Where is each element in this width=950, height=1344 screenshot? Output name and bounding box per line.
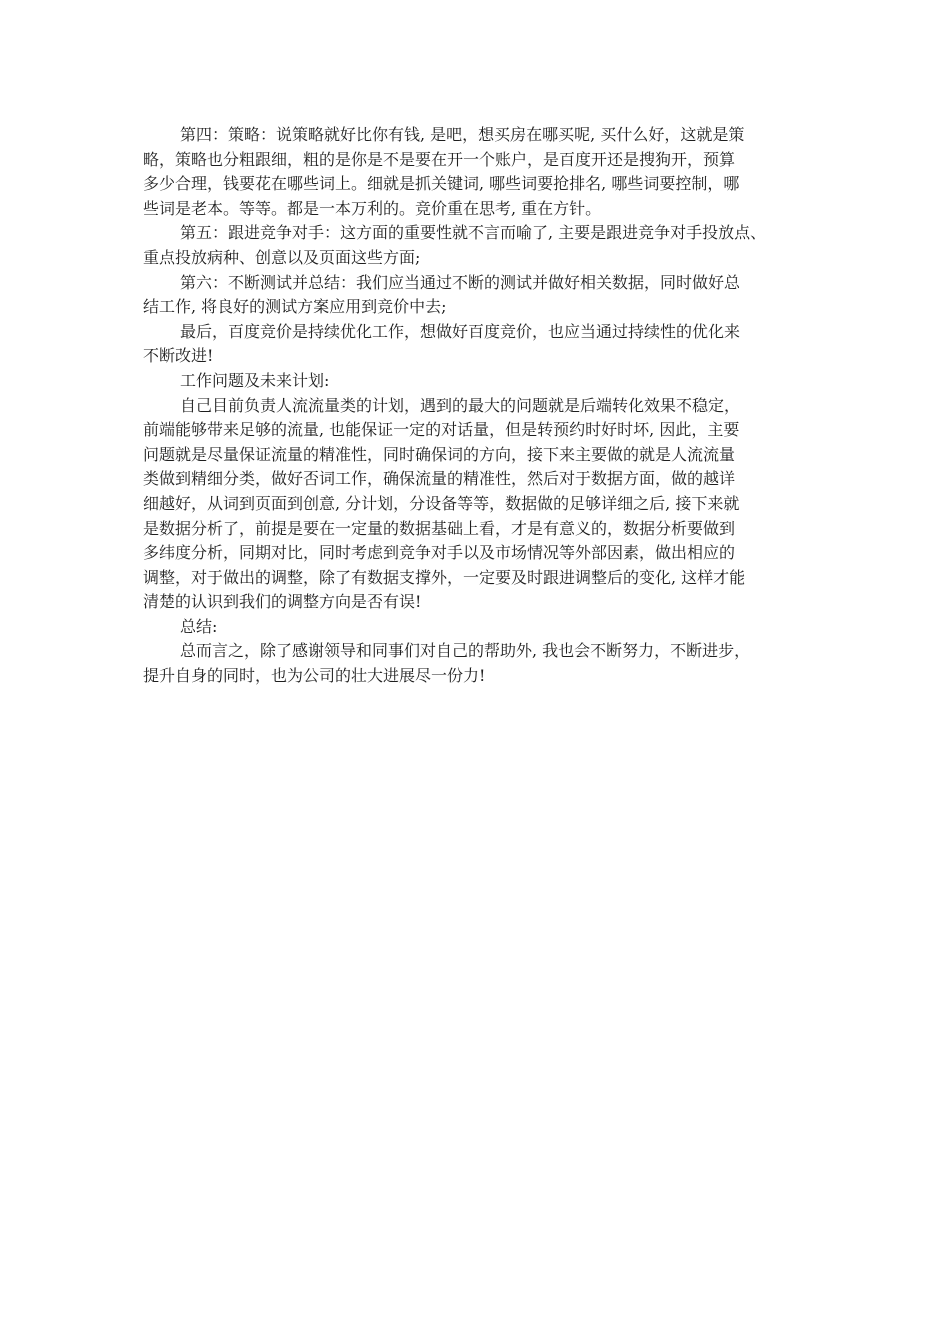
text-line: 是数据分析了，前提是要在一定量的数据基础上看，才是有意义的，数据分析要做到	[143, 518, 736, 538]
text-line: 多少合理，钱要花在哪些词上。细就是抓关键词, 哪些词要抢排名, 哪些词要控制，哪	[143, 174, 740, 194]
section-heading: 总结:	[180, 616, 218, 636]
text-line: 不断改进!	[143, 346, 214, 366]
text-line: 清楚的认识到我们的调整方向是否有误!	[143, 592, 422, 612]
text-line: 略，策略也分粗跟细，粗的是你是不是要在开一个账户，是百度开还是搜狗开，预算	[143, 149, 736, 169]
text-line: 结工作, 将良好的测试方案应用到竞价中去;	[143, 297, 447, 317]
text-line: 类做到精细分类，做好否词工作，确保流量的精准性，然后对于数据方面，做的越详	[143, 469, 736, 489]
text-line: 些词是老本。等等。都是一本万利的。竞价重在思考, 重在方针。	[143, 198, 602, 218]
text-line: 重点投放病种、创意以及页面这些方面;	[143, 247, 421, 267]
text-line: 问题就是尽量保证流量的精准性，同时确保词的方向，接下来主要做的就是人流流量	[143, 444, 736, 464]
text-line: 最后，百度竞价是持续优化工作，想做好百度竞价，也应当通过持续性的优化来	[180, 321, 741, 341]
text-line: 总而言之，除了感谢领导和同事们对自己的帮助外, 我也会不断努力，不断进步，	[180, 641, 751, 661]
section-heading: 工作问题及未来计划:	[180, 370, 330, 390]
text-line: 细越好，从词到页面到创意, 分计划，分设备等等，数据做的足够详细之后, 接下来就	[143, 493, 740, 513]
text-line: 自己目前负责人流流量类的计划，遇到的最大的问题就是后端转化效果不稳定，	[180, 395, 741, 415]
text-line: 第四：策略：说策略就好比你有钱, 是吧，想买房在哪买呢, 买什么好，这就是策	[180, 125, 745, 144]
text-line: 第五：跟进竞争对手：这方面的重要性就不言而喻了, 主要是跟进竞争对手投放点、	[180, 223, 767, 243]
text-line: 第六：不断测试并总结：我们应当通过不断的测试并做好相关数据，同时做好总	[180, 272, 741, 292]
text-line: 前端能够带来足够的流量, 也能保证一定的对话量，但是转预约时好时坏, 因此，主要	[143, 420, 740, 440]
text-line: 调整，对于做出的调整，除了有数据支撑外，一定要及时跟进调整后的变化, 这样才能	[143, 567, 746, 587]
text-line: 提升自身的同时，也为公司的壮大进展尽一份力!	[143, 666, 486, 686]
text-line: 多纬度分析，同期对比，同时考虑到竞争对手以及市场情况等外部因素，做出相应的	[143, 543, 736, 563]
document-body	[143, 123, 813, 689]
